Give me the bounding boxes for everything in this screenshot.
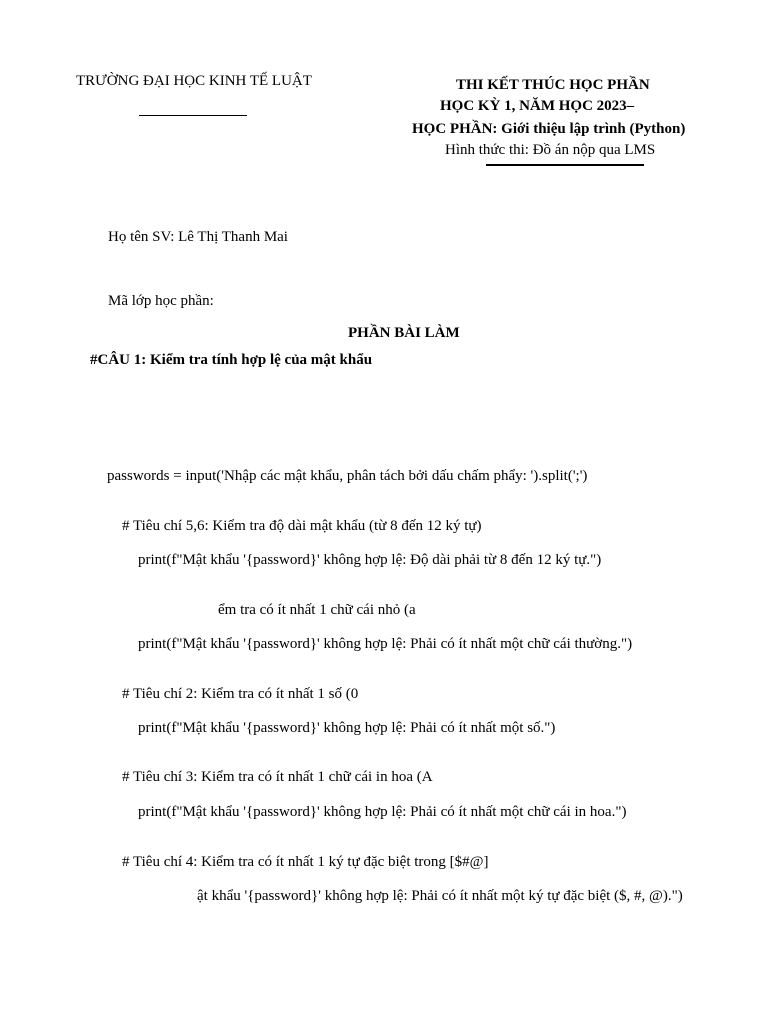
course-line: HỌC PHẦN: Giới thiệu lập trình (Python) — [412, 121, 686, 137]
code-line: # Tiêu chí 5,6: Kiểm tra độ dài mật khẩu (từ 8 đến 12 ký tự) — [122, 518, 482, 534]
code-line: print(f"Mật khẩu '{password}' không hợp lệ: Độ dài phải từ 8 đến 12 ký tự.") — [138, 552, 602, 568]
code-line: passwords = input('Nhập các mật khẩu, phân tách bởi dấu chấm phẩy: ').split(';') — [107, 468, 588, 484]
class-code: Mã lớp học phần: — [108, 293, 214, 309]
exam-format-line: Hình thức thi: Đồ án nộp qua LMS — [445, 142, 656, 158]
semester-line: HỌC KỲ 1, NĂM HỌC 2023– — [440, 98, 635, 114]
exam-title: THI KẾT THÚC HỌC PHẦN — [456, 77, 650, 93]
code-line: print(f"Mật khẩu '{password}' không hợp lệ: Phải có ít nhất một số.") — [138, 720, 556, 736]
school-name: TRƯỜNG ĐẠI HỌC KINH TẾ LUẬT — [76, 73, 312, 89]
section-title: PHẦN BÀI LÀM — [348, 325, 460, 341]
code-line: ật khẩu '{password}' không hợp lệ: Phải có ít nhất một ký tự đặc biệt ($, #, @).") — [197, 888, 683, 904]
school-underline — [139, 115, 247, 116]
header-underline — [486, 164, 644, 166]
code-line: # Tiêu chí 3: Kiểm tra có ít nhất 1 chữ cái in hoa (A — [122, 769, 433, 785]
question-1-heading: #CÂU 1: Kiểm tra tính hợp lệ của mật khẩu — [90, 352, 373, 368]
code-line: # Tiêu chí 2: Kiểm tra có ít nhất 1 số (0 — [122, 686, 359, 702]
student-name: Họ tên SV: Lê Thị Thanh Mai — [108, 229, 288, 245]
code-line: print(f"Mật khẩu '{password}' không hợp lệ: Phải có ít nhất một chữ cái thường.") — [138, 636, 633, 652]
code-line: # Tiêu chí 4: Kiểm tra có ít nhất 1 ký tự đặc biệt trong [$#@] — [122, 854, 489, 870]
code-line: ểm tra có ít nhất 1 chữ cái nhỏ (a — [218, 602, 416, 618]
code-line: print(f"Mật khẩu '{password}' không hợp lệ: Phải có ít nhất một chữ cái in hoa.") — [138, 804, 627, 820]
